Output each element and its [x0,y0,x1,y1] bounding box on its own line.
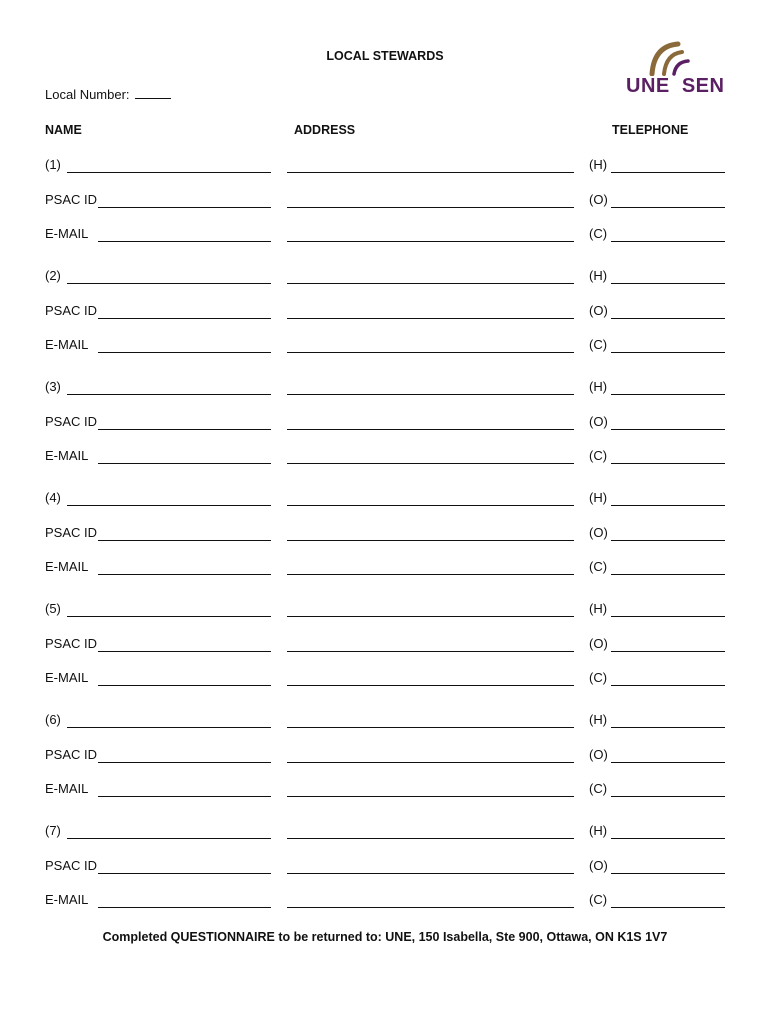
psac-id-row-blank[interactable] [98,651,271,652]
psac-id-row-label: PSAC ID [45,524,98,540]
column-header-name: NAME [45,123,82,137]
name-row-blank[interactable] [67,283,271,284]
column-header-telephone: TELEPHONE [612,123,689,137]
steward-4-email-row [0,559,770,579]
steward-2-psac-id-row [0,303,770,323]
email-row-label: E-MAIL [45,448,89,463]
email-row-blank[interactable] [98,463,271,464]
phone-number-blank[interactable] [611,172,725,173]
address-line-blank[interactable] [287,463,574,464]
phone-number-blank[interactable] [611,651,725,652]
psac-id-row-label: PSAC ID [45,635,98,651]
email-row-label: E-MAIL [45,892,89,907]
steward-6-psac-id-row [0,747,770,767]
name-row-blank[interactable] [67,394,271,395]
return-instructions: Completed QUESTIONNAIRE to be returned to: UNE, 150 Isabella, Ste 900, Ottawa, ON K1S 1V7 [102,930,668,944]
phone-type-label: (C) [589,892,608,907]
psac-id-row-blank[interactable] [98,762,271,763]
steward-7-psac-id-row [0,858,770,878]
local-number-field [45,87,171,102]
email-row-label: E-MAIL [45,781,89,796]
phone-number-blank[interactable] [611,241,725,242]
phone-type-label: (O) [589,857,608,873]
name-row-blank[interactable] [67,616,271,617]
steward-3-psac-id-row [0,414,770,434]
address-line-blank[interactable] [287,207,574,208]
logo-wordmark: UNE SEN [626,75,725,97]
phone-number-blank[interactable] [611,796,725,797]
phone-number-blank[interactable] [611,505,725,506]
phone-type-label: (C) [589,226,608,241]
address-line-blank[interactable] [287,727,574,728]
psac-id-row-blank[interactable] [98,207,271,208]
steward-7-email-row [0,892,770,912]
phone-type-label: (O) [589,191,608,207]
logo-arcs-icon [644,40,696,76]
email-row-blank[interactable] [98,685,271,686]
email-row-blank[interactable] [98,241,271,242]
email-row-blank[interactable] [98,352,271,353]
phone-number-blank[interactable] [611,394,725,395]
email-row-blank[interactable] [98,574,271,575]
steward-6-name-row [0,712,770,732]
psac-id-row-label: PSAC ID [45,857,98,873]
steward-1-email-row [0,226,770,246]
address-line-blank[interactable] [287,241,574,242]
phone-number-blank[interactable] [611,207,725,208]
steward-5-name-row [0,601,770,621]
name-row-blank[interactable] [67,838,271,839]
address-line-blank[interactable] [287,796,574,797]
address-line-blank[interactable] [287,283,574,284]
address-line-blank[interactable] [287,651,574,652]
local-number-blank[interactable] [135,87,171,99]
steward-4-name-row [0,490,770,510]
phone-type-label: (H) [589,490,608,505]
name-row-label: (4) [45,490,61,505]
phone-type-label: (C) [589,559,608,574]
steward-3-email-row [0,448,770,468]
psac-id-row-label: PSAC ID [45,191,98,207]
email-row-blank[interactable] [98,796,271,797]
email-row-label: E-MAIL [45,337,89,352]
name-row-label: (6) [45,712,61,727]
phone-number-blank[interactable] [611,429,725,430]
phone-type-label: (C) [589,448,608,463]
phone-type-label: (C) [589,670,608,685]
address-line-blank[interactable] [287,685,574,686]
name-row-label: (7) [45,823,61,838]
steward-5-email-row [0,670,770,690]
phone-number-blank[interactable] [611,540,725,541]
phone-type-label: (O) [589,524,608,540]
address-line-blank[interactable] [287,616,574,617]
phone-number-blank[interactable] [611,907,725,908]
phone-type-label: (H) [589,379,608,394]
phone-number-blank[interactable] [611,318,725,319]
name-row-label: (1) [45,157,61,172]
psac-id-row-blank[interactable] [98,873,271,874]
phone-number-blank[interactable] [611,283,725,284]
address-line-blank[interactable] [287,352,574,353]
column-header-address: ADDRESS [294,123,356,137]
name-row-label: (3) [45,379,61,394]
name-row-blank[interactable] [67,172,271,173]
address-line-blank[interactable] [287,505,574,506]
phone-type-label: (H) [589,157,608,172]
phone-type-label: (H) [589,823,608,838]
steward-2-email-row [0,337,770,357]
phone-number-blank[interactable] [611,838,725,839]
email-row-label: E-MAIL [45,670,89,685]
address-line-blank[interactable] [287,394,574,395]
phone-number-blank[interactable] [611,574,725,575]
phone-type-label: (H) [589,268,608,283]
name-row-label: (5) [45,601,61,616]
email-row-label: E-MAIL [45,559,89,574]
phone-number-blank[interactable] [611,685,725,686]
phone-type-label: (O) [589,413,608,429]
steward-6-email-row [0,781,770,801]
psac-id-row-blank[interactable] [98,429,271,430]
steward-2-name-row [0,268,770,288]
phone-type-label: (H) [589,712,608,727]
phone-type-label: (O) [589,302,608,318]
phone-number-blank[interactable] [611,727,725,728]
psac-id-row-label: PSAC ID [45,746,98,762]
phone-number-blank[interactable] [611,762,725,763]
address-line-blank[interactable] [287,318,574,319]
psac-id-row-blank[interactable] [98,540,271,541]
local-number-label: Local Number: [45,87,130,102]
phone-type-label: (C) [589,337,608,352]
name-row-blank[interactable] [67,505,271,506]
email-row-label: E-MAIL [45,226,89,241]
address-line-blank[interactable] [287,762,574,763]
address-line-blank[interactable] [287,574,574,575]
address-line-blank[interactable] [287,429,574,430]
steward-4-psac-id-row [0,525,770,545]
name-row-blank[interactable] [67,727,271,728]
email-row-blank[interactable] [98,907,271,908]
phone-type-label: (H) [589,601,608,616]
phone-type-label: (C) [589,781,608,796]
address-line-blank[interactable] [287,172,574,173]
steward-1-psac-id-row [0,192,770,212]
steward-5-psac-id-row [0,636,770,656]
phone-type-label: (O) [589,746,608,762]
phone-number-blank[interactable] [611,463,725,464]
steward-1-name-row [0,157,770,177]
address-line-blank[interactable] [287,540,574,541]
page-title: LOCAL STEWARDS [326,49,444,63]
steward-3-name-row [0,379,770,399]
phone-number-blank[interactable] [611,352,725,353]
psac-id-row-label: PSAC ID [45,413,98,429]
phone-number-blank[interactable] [611,873,725,874]
address-line-blank[interactable] [287,873,574,874]
psac-id-row-blank[interactable] [98,318,271,319]
phone-type-label: (O) [589,635,608,651]
phone-number-blank[interactable] [611,616,725,617]
steward-7-name-row [0,823,770,843]
psac-id-row-label: PSAC ID [45,302,98,318]
name-row-label: (2) [45,268,61,283]
address-line-blank[interactable] [287,838,574,839]
une-sen-logo [624,40,732,98]
address-line-blank[interactable] [287,907,574,908]
